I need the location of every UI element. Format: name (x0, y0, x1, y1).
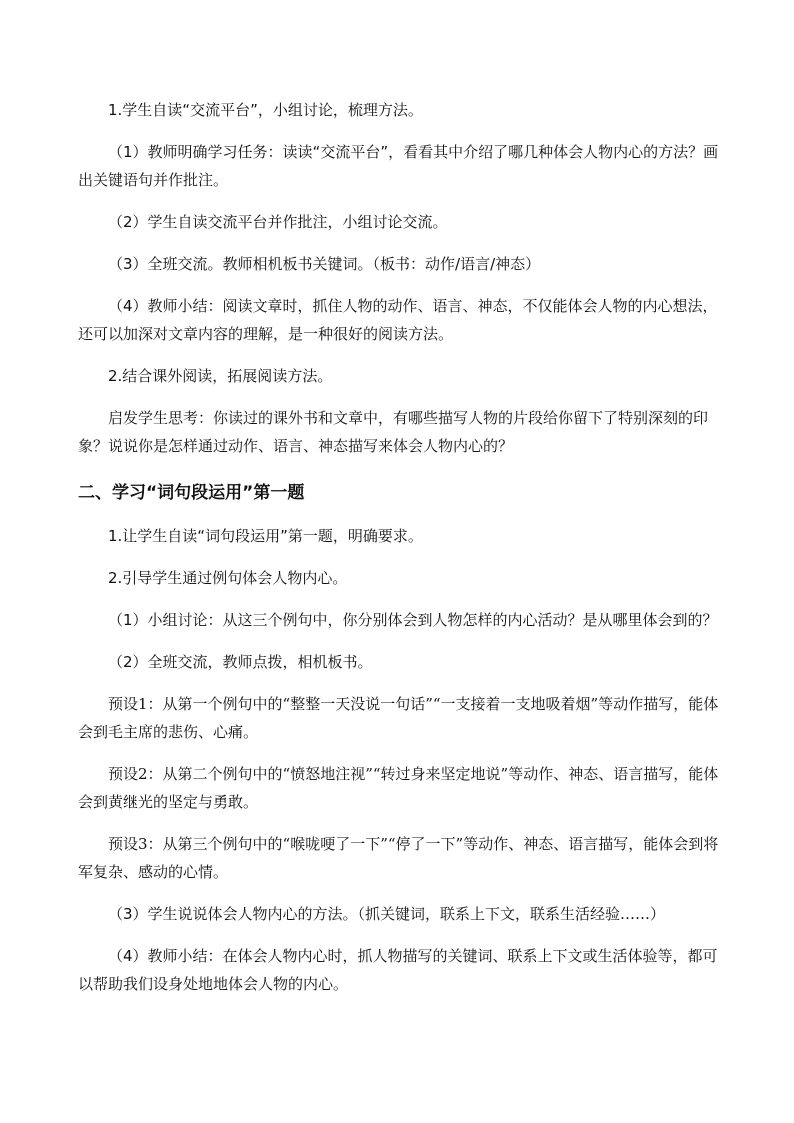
section-paragraph-8: （3）学生说说体会人物内心的方法。（抓关键词，联系上下文，联系生活经验……） (108, 905, 666, 923)
paragraph-4: （3）全班交流。教师相机板书关键词。（板书：动作/语言/神态） (108, 255, 541, 273)
section-paragraph-2: 2.引导学生通过例句体会人物内心。 (108, 569, 348, 587)
section-paragraph-3: （1）小组讨论：从这三个例句中，你分别体会到人物怎样的内心活动？是从哪里体会到的？ (108, 611, 718, 629)
preset-3: 预设3：从第三个例句中的“喉咙哽了一下”“停了一下”等动作、神态、语言描写，能体会到将军复杂、感动的心情。 (78, 835, 719, 881)
paragraph-3: （2）学生自读交流平台并作批注，小组讨论交流。 (108, 213, 448, 231)
section-title: 二、学习“词句段运用”第一题 (78, 483, 305, 503)
preset-1: 预设1：从第一个例句中的“整整一天没说一句话”“一支接着一支地吸着烟”等动作描写，能体会到毛主席的悲伤、心痛。 (78, 695, 719, 741)
preset-2: 预设2：从第二个例句中的“愤怒地注视”“转过身来坚定地说”等动作、神态、语言描写，能体会到黄继光的坚定与勇敢。 (78, 765, 719, 811)
document-content (78, 96, 720, 998)
section-paragraph-9: （4）教师小结：在体会人物内心时，抓人物描写的关键词、联系上下文或生活体验等，都可以帮助我们设身处地地体会人物的内心。 (78, 947, 718, 993)
paragraph-6: 2.结合课外阅读，拓展阅读方法。 (108, 367, 333, 385)
paragraph-1: 1.学生自读“交流平台”，小组讨论，梳理方法。 (108, 101, 423, 119)
section-paragraph-4: （2）全班交流，教师点拨，相机板书。 (108, 653, 373, 671)
paragraph-7: 启发学生思考：你读过的课外书和文章中，有哪些描写人物的片段给你留下了特别深刻的印象？说说你是怎样通过动作、语言、神态描写来体会人物内心的？ (78, 409, 709, 455)
paragraph-2: （1）教师明确学习任务：读读“交流平台”，看看其中介绍了哪几种体会人物内心的方法？画出关键语句并作批注。 (78, 143, 719, 189)
section-paragraph-1: 1.让学生自读“词句段运用”第一题，明确要求。 (108, 527, 423, 545)
paragraph-5: （4）教师小结：阅读文章时，抓住人物的动作、语言、神态，不仅能体会人物的内心想法，还可以加深对文章内容的理解，是一种很好的阅读方法。 (78, 297, 718, 343)
